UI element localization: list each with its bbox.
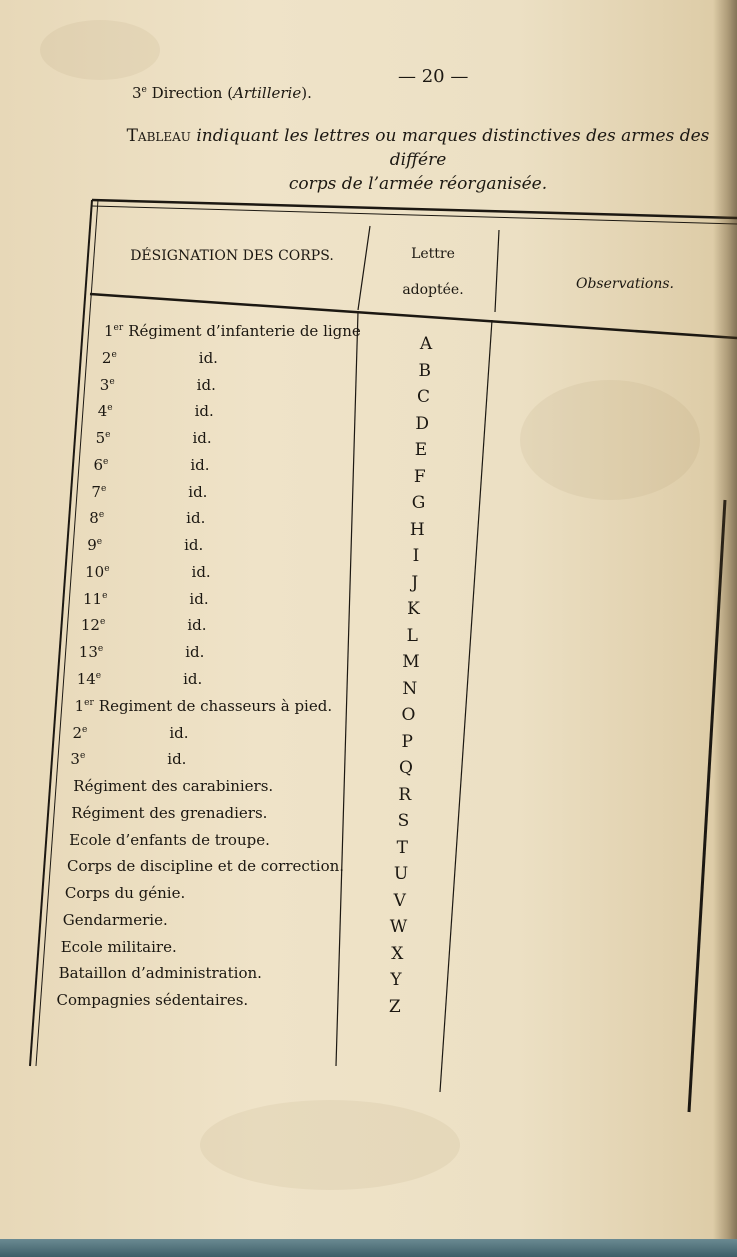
row-ordinal-suffix: e	[104, 563, 110, 574]
table-row-letter: A	[419, 334, 433, 354]
row-ordinal-suffix: e	[105, 430, 111, 441]
row-text: Régiment des grenadiers.	[71, 803, 268, 822]
row-ordinal: 10	[85, 562, 105, 581]
table-row-designation	[77, 670, 203, 688]
table-row-designation	[94, 456, 210, 474]
table-row-designation	[73, 724, 189, 742]
row-text: Régiment des carabiniers.	[73, 777, 274, 796]
row-ordinal: 13	[78, 643, 98, 662]
table-row-letter: I	[412, 546, 420, 566]
section-heading: 3e Direction (Artillerie).	[132, 84, 312, 102]
row-ordinal: 1	[104, 322, 114, 340]
table-row-letter: Y	[390, 970, 402, 990]
page-edge-shadow	[713, 0, 737, 1257]
row-ordinal: 1	[74, 696, 85, 715]
row-ordinal-suffix: e	[102, 590, 108, 601]
section-ordinal: 3	[132, 84, 142, 102]
row-ordinal-suffix: e	[96, 537, 103, 548]
section-ordinal-suffix: e	[141, 85, 147, 95]
row-ordinal: 8	[89, 509, 99, 528]
row-ordinal-suffix: e	[98, 510, 105, 521]
row-ordinal-suffix: er	[84, 697, 94, 708]
row-text: id.	[196, 375, 216, 394]
row-text: id.	[194, 402, 214, 421]
column-header-designation: DÉSIGNATION DES CORPS.	[130, 248, 334, 264]
col-separator-1	[336, 312, 358, 1066]
row-ordinal: 4	[97, 402, 108, 421]
column-header-lettre: Lettre	[411, 246, 455, 262]
row-ordinal: 7	[91, 482, 101, 501]
row-text: Corps du génie.	[64, 884, 186, 903]
row-ordinal-suffix: e	[95, 671, 102, 681]
table-row-designation	[52, 991, 249, 1009]
caption-line-2: corps de l’armée réorganisée.	[288, 174, 548, 194]
row-text: id.	[188, 482, 208, 501]
row-ordinal: 3	[99, 375, 110, 394]
table-row-letter: J	[411, 572, 419, 593]
row-ordinal: 9	[87, 536, 97, 555]
row-text: Compagnies sédentaires.	[56, 991, 249, 1010]
table-row-designation	[62, 857, 344, 875]
table-row-designation	[85, 563, 211, 581]
row-text: id.	[198, 348, 218, 367]
table-row-letter: C	[416, 387, 430, 407]
table-row-designation	[100, 376, 216, 394]
section-branch: Artillerie	[233, 84, 302, 102]
table-row-designation	[75, 697, 333, 715]
row-ordinal: 2	[72, 723, 83, 742]
table-row-designation	[70, 750, 186, 768]
book-cover-edge	[0, 1239, 737, 1257]
row-ordinal: 11	[83, 589, 103, 608]
table-row-letter: Z	[388, 996, 401, 1017]
table-row-designation	[102, 349, 218, 367]
row-ordinal-suffix: e	[103, 456, 109, 467]
row-text: id.	[186, 509, 206, 528]
table-row-letter: Q	[399, 758, 413, 778]
row-text: Gendarmerie.	[62, 910, 168, 929]
row-ordinal: 6	[93, 455, 104, 474]
table-row-letter: D	[415, 413, 430, 434]
table-row-designation	[89, 509, 205, 527]
table-row-designation	[79, 643, 205, 661]
table-row-designation	[83, 590, 209, 608]
table-row-letter: V	[393, 890, 406, 911]
table-row-letter: X	[391, 943, 404, 964]
row-ordinal-suffix: e	[97, 644, 104, 655]
table-row-letter: G	[411, 493, 426, 513]
table-row-letter: U	[393, 864, 409, 884]
col-separator-2	[440, 320, 492, 1092]
table-row-letter: E	[414, 440, 428, 460]
row-text: Bataillon d’administration.	[58, 964, 262, 983]
table-row-letter: M	[402, 652, 420, 672]
row-text: id.	[184, 536, 204, 555]
row-ordinal-suffix: e	[100, 483, 107, 494]
row-text: id.	[187, 616, 207, 635]
table-row-designation	[98, 402, 214, 420]
row-text: id.	[189, 589, 209, 608]
row-text: id.	[190, 455, 210, 474]
row-text: Regiment de chasseurs à pied.	[98, 696, 333, 715]
row-text: Ecole militaire.	[60, 937, 177, 956]
row-ordinal: 3	[70, 750, 80, 769]
table-row-designation	[91, 483, 207, 501]
table-row-letter: B	[418, 360, 431, 381]
table-row-designation	[64, 831, 270, 849]
row-ordinal: 2	[101, 348, 112, 367]
table-row-designation	[58, 911, 168, 929]
table-row-letter: F	[413, 466, 426, 487]
row-ordinal-suffix: e	[109, 376, 115, 387]
table-row-designation	[81, 616, 207, 634]
row-ordinal-suffix: e	[99, 617, 106, 628]
table-row-designation	[54, 964, 262, 982]
column-header-observations: Observations.	[575, 276, 675, 292]
table-row-designation	[66, 804, 267, 822]
row-text: id.	[185, 643, 205, 662]
table-row-designation	[87, 536, 203, 554]
table-row-letter: W	[389, 917, 408, 937]
row-text: id.	[192, 429, 212, 448]
table-row-letter: N	[402, 678, 418, 699]
table-row-designation	[60, 884, 185, 902]
row-text: Corps de discipline et de correction.	[67, 857, 345, 876]
row-text: id.	[169, 723, 189, 742]
section-word: Direction	[151, 84, 223, 102]
row-text: id.	[167, 750, 187, 769]
row-text: Ecole d’enfants de troupe.	[69, 830, 270, 849]
table-row-designation	[68, 777, 273, 795]
row-ordinal: 5	[95, 429, 106, 448]
table-row-letter: L	[406, 625, 418, 646]
table-row-letter: P	[401, 731, 413, 752]
table-row-letter: K	[407, 599, 420, 619]
row-text: id.	[183, 670, 203, 688]
table-row-designation	[104, 322, 361, 340]
row-ordinal: 14	[76, 670, 96, 688]
row-ordinal: 12	[80, 616, 100, 635]
table-row-letter: R	[398, 784, 412, 805]
column-header-adoptee: adoptée.	[402, 282, 464, 298]
caption-lead: Tableau	[126, 126, 191, 146]
table-row-designation	[56, 938, 177, 956]
caption-line-1: indiquant les lettres ou marques distinctives des armes des différe	[196, 126, 710, 170]
row-text: id.	[191, 562, 211, 581]
table-row-letter: T	[396, 837, 408, 858]
row-text: Régiment d’infanterie de ligne	[128, 322, 361, 340]
table-row-letter: O	[401, 705, 416, 725]
table-row-designation	[96, 429, 212, 447]
row-ordinal-suffix: e	[79, 751, 86, 762]
col-separator-1-head	[358, 226, 370, 310]
col-separator-2-head	[495, 230, 499, 312]
row-ordinal-suffix: e	[111, 349, 117, 360]
row-ordinal-suffix: e	[107, 403, 113, 414]
row-ordinal-suffix: e	[82, 724, 88, 735]
row-ordinal-suffix: er	[113, 323, 124, 333]
table-row-letter: H	[409, 519, 425, 540]
table-row-letter: S	[397, 811, 410, 831]
page-number: — 20 —	[398, 66, 469, 87]
